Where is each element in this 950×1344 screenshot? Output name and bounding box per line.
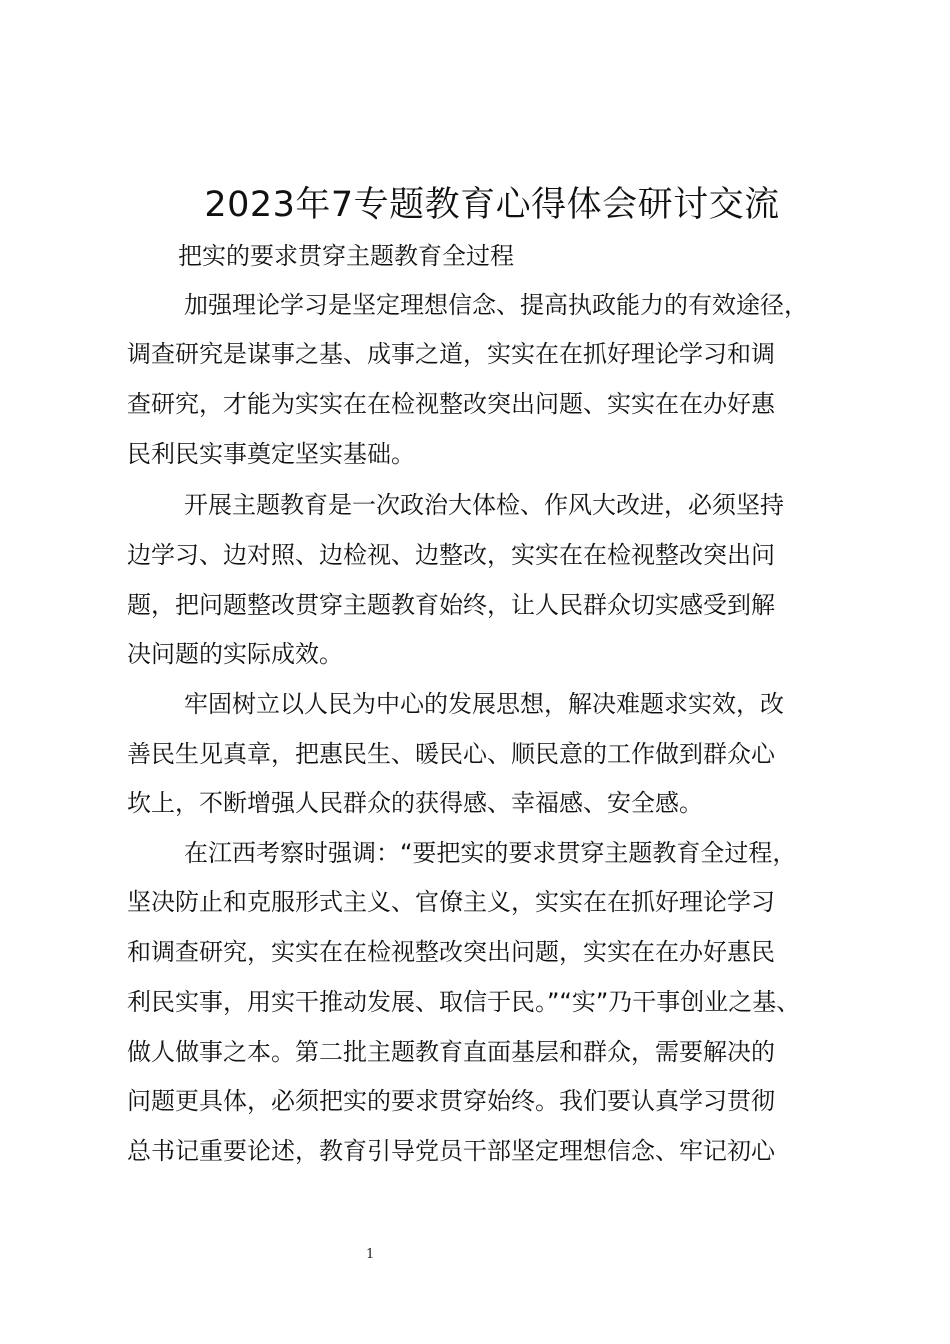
paragraph-4-line-3: 和调查研究，实实在在检视整改突出问题，实实在在办好惠民 <box>127 938 775 966</box>
paragraph-4-line-1: 在江西考察时强调：“要把实的要求贯穿主题教育全过程， <box>184 839 797 867</box>
paragraph-3-line-3: 坎上，不断增强人民群众的获得感、幸福感、安全感。 <box>127 789 703 817</box>
paragraph-1-line-3: 查研究，才能为实实在在检视整改突出问题、实实在在办好惠 <box>127 390 775 418</box>
paragraph-4-line-4: 利民实事，用实干推动发展、取信于民。”“实”乃干事创业之基、 <box>127 988 801 1016</box>
paragraph-4-line-2: 坚决防止和克服形式主义、官僚主义，实实在在抓好理论学习 <box>127 888 775 916</box>
paragraph-1-line-4: 民利民实事奠定坚实基础。 <box>127 440 415 468</box>
paragraph-2-line-2: 边学习、边对照、边检视、边整改，实实在在检视整改突出问 <box>127 541 775 569</box>
paragraph-1-line-2: 调查研究是谋事之基、成事之道，实实在在抓好理论学习和调 <box>127 340 775 368</box>
paragraph-4-line-5: 做人做事之本。第二批主题教育直面基层和群众，需要解决的 <box>127 1038 775 1066</box>
paragraph-2-line-3: 题，把问题整改贯穿主题教育始终，让人民群众切实感受到解 <box>127 591 775 619</box>
paragraph-2-line-4: 决问题的实际成效。 <box>127 640 343 668</box>
paragraph-3-line-2: 善民生见真章，把惠民生、暖民心、顺民意的工作做到群众心 <box>127 740 775 768</box>
document-title: 2023年7专题教育心得体会研讨交流 <box>204 185 780 225</box>
paragraph-1-line-1: 加强理论学习是坚定理想信念、提高执政能力的有效途径， <box>184 291 808 319</box>
paragraph-4-line-7: 总书记重要论述，教育引导党员干部坚定理想信念、牢记初心 <box>127 1137 775 1165</box>
paragraph-4-line-6: 问题更具体，必须把实的要求贯穿始终。我们要认真学习贯彻 <box>127 1087 775 1115</box>
document-subtitle: 把实的要求贯穿主题教育全过程 <box>178 242 514 270</box>
page-number: 1 <box>366 1247 375 1262</box>
paragraph-3-line-1: 牢固树立以人民为中心的发展思想，解决难题求实效，改 <box>184 690 784 718</box>
paragraph-2-line-1: 开展主题教育是一次政治大体检、作风大改进，必须坚持 <box>184 491 784 519</box>
